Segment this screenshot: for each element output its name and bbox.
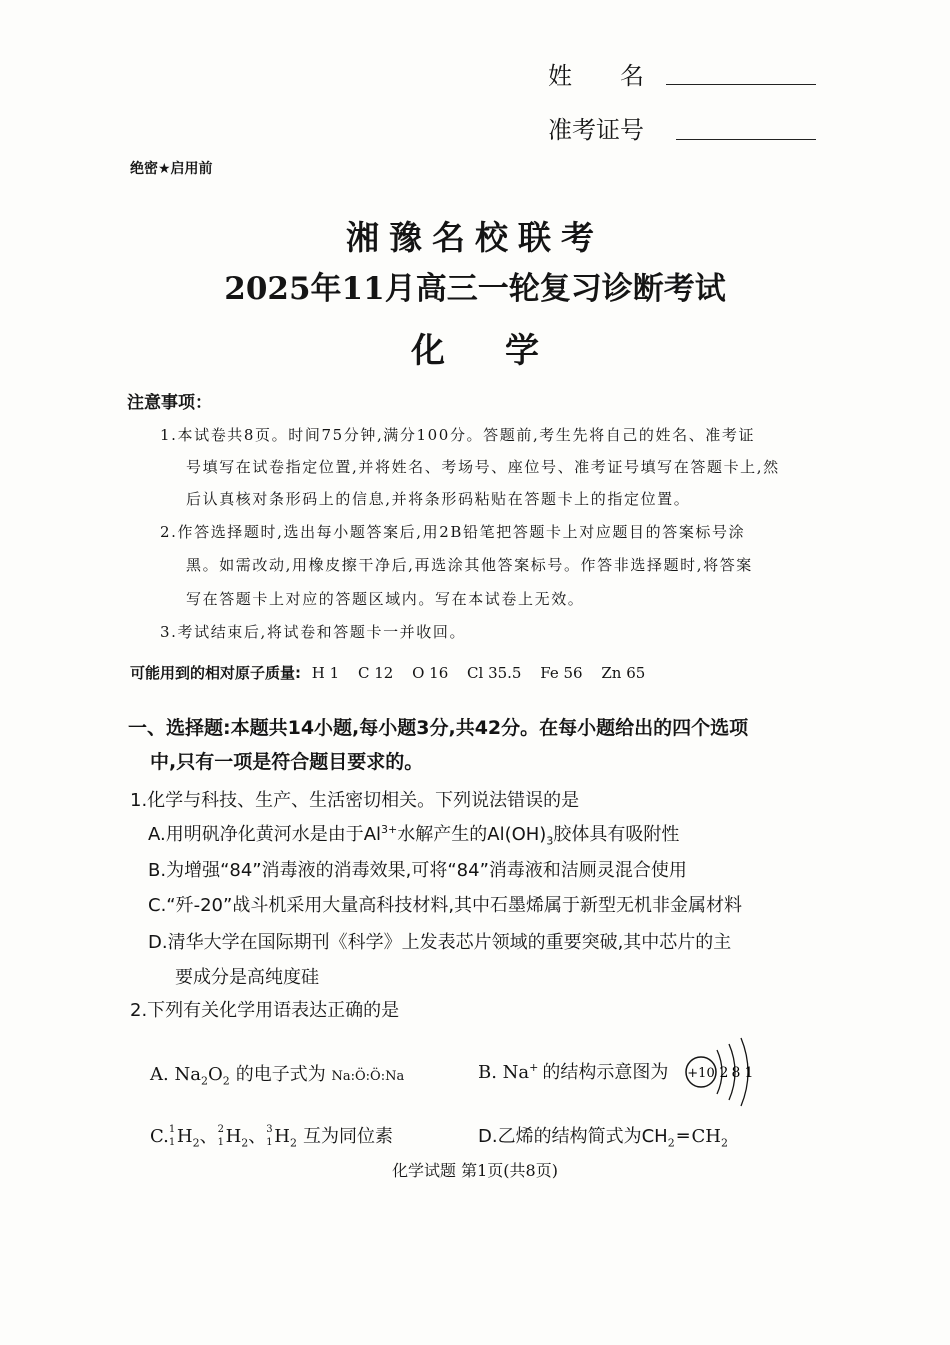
atomic-mass-value: H 1 bbox=[311, 664, 340, 682]
notice-line: 3.考试结束后,将试卷和答题卡一并收回。 bbox=[160, 623, 467, 641]
question-1-option-d-cont: 要成分是高纯度硅 bbox=[175, 967, 319, 988]
question-1-stem: 1.化学与科技、生产、生活密切相关。下列说法错误的是 bbox=[130, 790, 580, 811]
shell-electrons: 1 bbox=[744, 1065, 754, 1081]
notice-line: 1.本试卷共8页。时间75分钟,满分100分。答题前,考生先将自己的姓名、准考证 bbox=[160, 426, 756, 444]
section-heading-cont: 中,只有一项是符合题目要求的。 bbox=[150, 751, 424, 773]
atomic-mass-value: Zn 65 bbox=[601, 664, 646, 682]
notice-line: 写在答题卡上对应的答题区域内。写在本试卷上无效。 bbox=[186, 590, 585, 608]
notice-line: 黑。如需改动,用橡皮擦干净后,再选涂其他答案标号。作答非选择题时,将答案 bbox=[186, 556, 753, 574]
question-1-option-d: D.清华大学在国际期刊《科学》上发表芯片领域的重要突破,其中芯片的主 bbox=[148, 932, 732, 953]
atomic-masses bbox=[130, 662, 659, 683]
name-field-line[interactable] bbox=[666, 84, 816, 85]
atomic-mass-value: Fe 56 bbox=[540, 664, 583, 682]
question-2-option-b: B. Na+ 的结构示意图为 bbox=[478, 1061, 669, 1083]
name-label: 姓 名 bbox=[548, 62, 644, 90]
question-2-option-a: A. $Na_2O_2$ 的电子式为 Na:Ö:Ö:Na bbox=[150, 1064, 405, 1088]
page-footer: 化学试题 第1页(共8页) bbox=[392, 1161, 558, 1180]
atomic-mass-value: C 12 bbox=[357, 664, 394, 682]
atomic-mass-value: Cl 35.5 bbox=[467, 664, 522, 682]
section-heading: 一、选择题:本题共14小题,每小题3分,共42分。在每小题给出的四个选项 bbox=[128, 717, 749, 739]
notice-line: 后认真核对条形码上的信息,并将条形码粘贴在答题卡上的指定位置。 bbox=[186, 490, 691, 508]
question-1-option-b: B.为增强“84”消毒液的消毒效果,可将“84”消毒液和洁厕灵混合使用 bbox=[148, 860, 687, 881]
question-1-option-a: A.用明矾净化黄河水是由于$Al^{3+}$水解产生的$Al(OH)_3$胶体具有吸附性 bbox=[148, 823, 680, 848]
question-1-option-c: C.“歼-20”战斗机采用大量高科技材料,其中石墨烯属于新型无机非金属材料 bbox=[148, 895, 743, 916]
notice-line: 2.作答选择题时,选出每小题答案后,用2B铅笔把答题卡上对应题目的答案标号涂 bbox=[160, 523, 746, 541]
confidential-mark: 绝密★启用前 bbox=[130, 161, 213, 177]
exam-title-line2: 2025年11月高三一轮复习诊断考试 bbox=[224, 271, 726, 307]
electron-formula: Na:Ö:Ö:Na bbox=[331, 1069, 405, 1084]
nucleus-charge: +10 bbox=[687, 1066, 715, 1081]
exam-id-label: 准考证号 bbox=[548, 116, 644, 144]
question-2-option-c: C. 1 1 $H_2$、 2 1 $H_2$、 3 1 $H_2$ 互为同位素 bbox=[150, 1124, 393, 1150]
shell-electrons: 8 bbox=[731, 1065, 741, 1081]
ion-structure-diagram bbox=[684, 1036, 764, 1112]
atomic-mass-value: O 16 bbox=[412, 664, 449, 682]
question-2-stem: 2.下列有关化学用语表达正确的是 bbox=[130, 1000, 400, 1021]
subject-title: 化学 bbox=[411, 331, 599, 371]
exam-id-field-line[interactable] bbox=[676, 139, 816, 140]
shell-electrons: 2 bbox=[719, 1065, 729, 1081]
question-2-option-d: D.乙烯的结构简式为$CH_2$ ═ $CH_2$ bbox=[478, 1126, 729, 1150]
atomic-masses-label: 可能用到的相对原子质量: bbox=[130, 664, 301, 682]
exam-title-line1: 湘豫名校联考 bbox=[346, 218, 604, 257]
notice-heading: 注意事项： bbox=[127, 393, 212, 413]
notice-line: 号填写在试卷指定位置,并将姓名、考场号、座位号、准考证号填写在答题卡上,然 bbox=[186, 458, 780, 476]
